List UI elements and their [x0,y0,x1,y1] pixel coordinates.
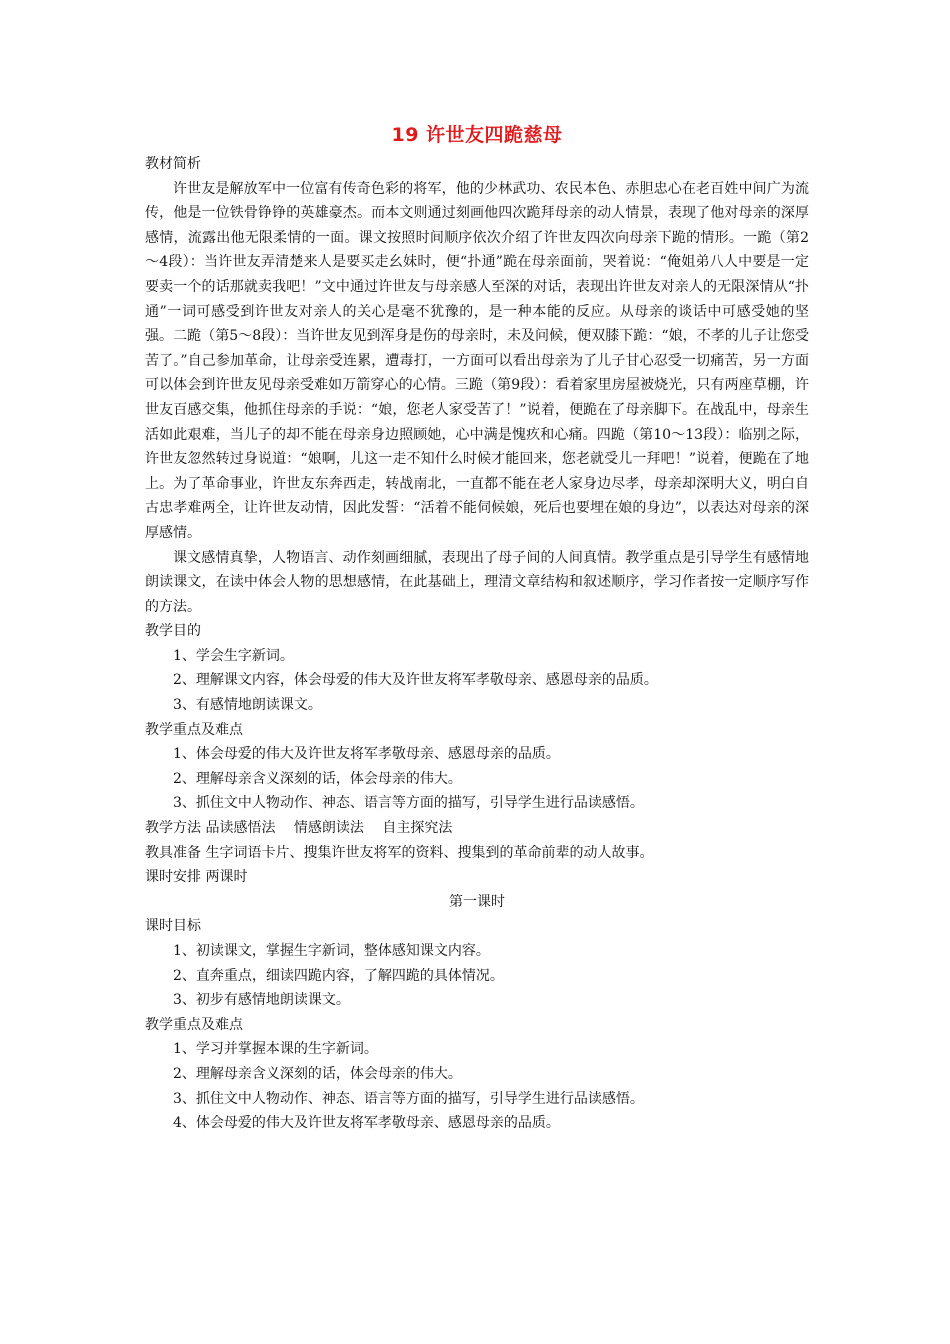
heading-analysis: 教材简析 [145,156,201,172]
teaching-methods: 教学方法 品读感悟法 情感朗读法 自主探究法 [145,820,453,837]
heading-goals: 教学目的 [145,623,201,640]
lesson1-title: 第一课时 [449,893,505,910]
keypoint-item-1: 1、体会母爱的伟大及许世友将军孝敬母亲、感恩母亲的品质。 [173,746,560,763]
lesson1-keypoint-item-1: 1、学习并掌握本课的生字新词。 [173,1041,378,1058]
lesson1-goal-item-2: 2、直奔重点，细读四跪内容，了解四跪的具体情况。 [173,967,504,984]
goal-item-2: 2、理解课文内容，体会母爱的伟大及许世友将军孝敬母亲、感恩母亲的品质。 [173,672,658,689]
lesson1-goals-heading: 课时目标 [145,918,201,935]
lesson1-keypoint-item-2: 2、理解母亲含义深刻的话，体会母亲的伟大。 [173,1065,462,1082]
document-title: 19 许世友四跪慈母 [391,124,563,146]
teaching-tools: 教具准备 生字词语卡片、搜集许世友将军的资料、搜集到的革命前辈的动人故事。 [145,844,654,861]
heading-keypoints: 教学重点及难点 [145,721,243,738]
lesson-schedule: 课时安排 两课时 [145,869,248,886]
keypoint-item-3: 3、抓住文中人物动作、神态、语言等方面的描写，引导学生进行品读感悟。 [173,795,644,812]
goal-item-1: 1、学会生字新词。 [173,647,294,664]
goal-item-3: 3、有感情地朗读课文。 [173,697,322,714]
lesson1-goal-item-3: 3、初步有感情地朗读课文。 [173,992,350,1009]
analysis-paragraph-1: 许世友是解放军中一位富有传奇色彩的将军，他的少林武功、农民本色、赤胆忠心在老百姓中间广为流传，他是一位铁骨铮铮的英雄豪杰。而本文则通过刻画他四次跪拜母亲的动人情景，表现了他对母亲的深厚感情，流露出他无限柔情的一面。课文按照时间顺序依次介绍了许世友四次向母亲下跪的情形。一跪（第2～4段）：当许世友弄清楚来人是要买走幺妹时，便“扑通”跪在母亲面前，哭着说：“俺姐弟八人中要是一定要卖一个的话那就卖我吧！”文中通过许世友与母亲感人至深的对话，表现出许世友对亲人的无限深情从“扑通”一词可感受到许世友对亲人的关心是毫不犹豫的，是一种本能的反应。从母亲的谈话中可感受她的坚强。二跪（第5～8段）：当许世友见到浑身是伤的母亲时，未及问候，便双膝下跪：“娘，不孝的儿子让您受苦了。”自己参加革命，让母亲受连累，遭毒打，一方面可以看出母亲为了儿子甘心忍受一切痛苦，另一方面可以体会到许世友见母亲受难如万箭穿心的心情。三跪（第9段）：看着家里房屋被烧光，只有两座草棚，许世友百感交集，他抓住母亲的手说：“娘，您老人家受苦了！”说着，便跪在了母亲脚下。在战乱中，母亲生活如此艰难，当儿子的却不能在母亲身边照顾她，心中满是愧疚和心痛。四跪（第10～13段）：临别之际，许世友忽然转过身说道：“娘啊，儿这一走不知什么时候才能回来，您老就受儿一拜吧！”说着，便跪在了地上。为了革命事业，许世友东奔西走，转战南北，一直都不能在老人家身边尽孝，母亲却深明大义，明白自古忠孝难两全，让许世友动情，因此发誓：“活着不能伺候娘，死后也要埋在娘的身边”，以表达对母亲的深厚感情。 [145,180,809,541]
document-page [145,120,809,1136]
keypoint-item-2: 2、理解母亲含义深刻的话，体会母亲的伟大。 [173,770,462,787]
lesson1-keypoint-item-3: 3、抓住文中人物动作、神态、语言等方面的描写，引导学生进行品读感悟。 [173,1090,644,1107]
lesson1-keypoint-item-4: 4、体会母爱的伟大及许世友将军孝敬母亲、感恩母亲的品质。 [173,1115,560,1132]
lesson1-keypoints-heading: 教学重点及难点 [145,1016,243,1033]
analysis-paragraph-2: 课文感情真挚，人物语言、动作刻画细腻，表现出了母子间的人间真情。教学重点是引导学生有感情地朗读课文，在读中体会人物的思想感情，在此基础上，理清文章结构和叙述顺序，学习作者按一定顺序写作的方法。 [145,549,809,615]
lesson1-goal-item-1: 1、初读课文，掌握生字新词，整体感知课文内容。 [173,943,490,959]
